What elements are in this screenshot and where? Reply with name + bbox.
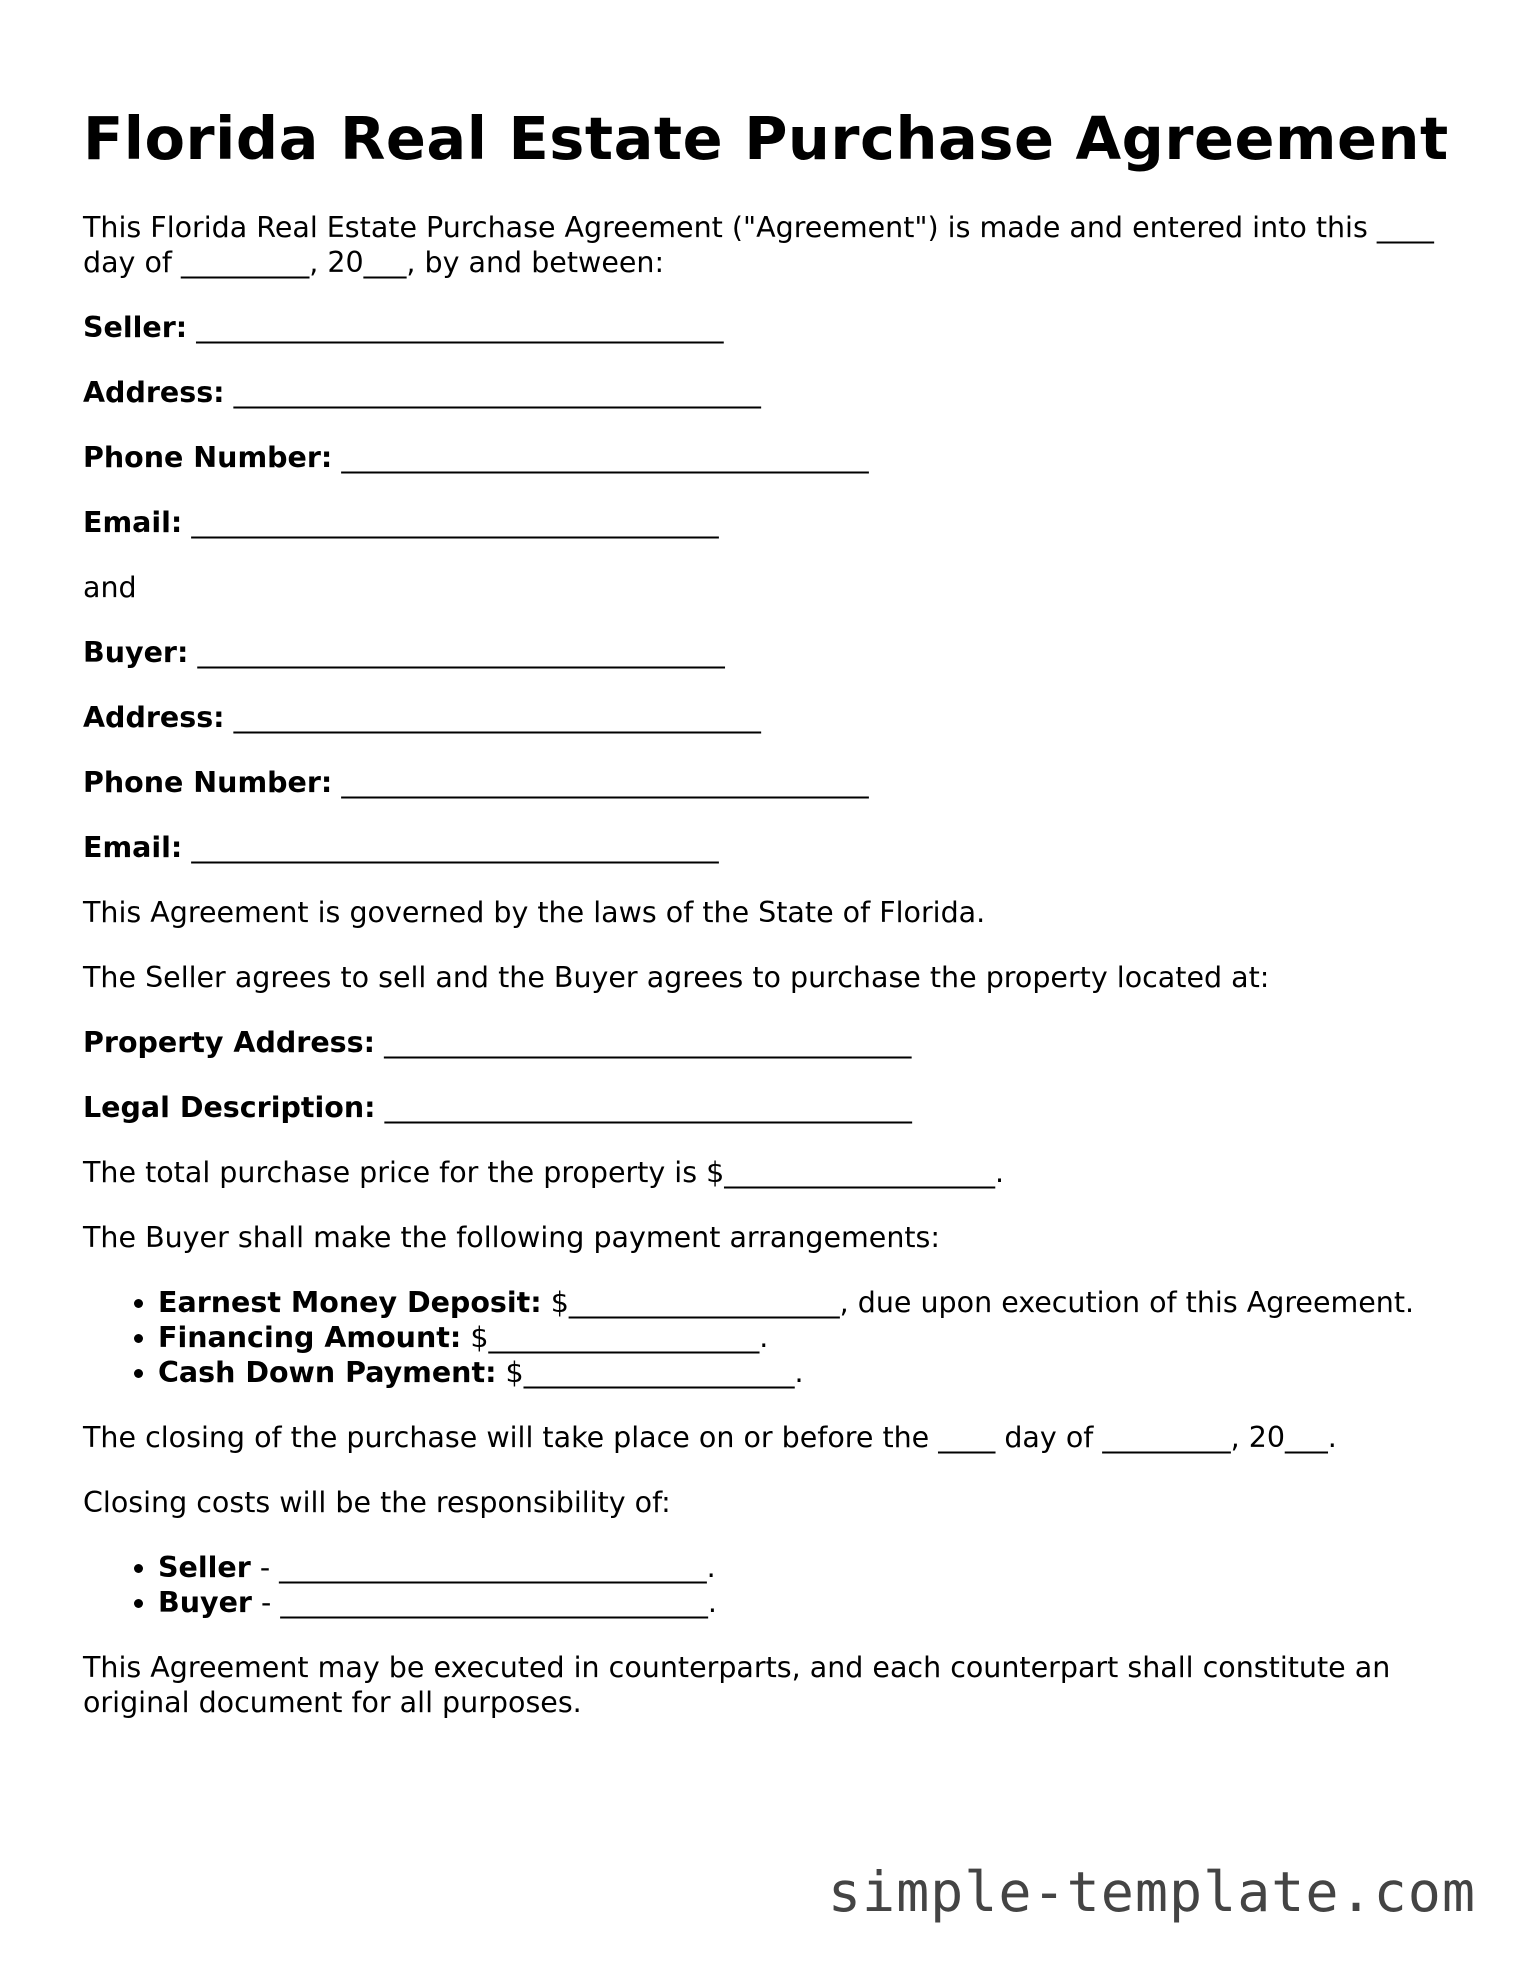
legal-description-blank: _____________________________________ [384, 1091, 912, 1124]
property-address-field: Property Address: _____________________________________ [83, 1026, 912, 1059]
seller-address-blank: _____________________________________ [233, 376, 761, 409]
buyer-email-field: Email: _____________________________________ [83, 831, 719, 864]
seller-phone-blank: _____________________________________ [341, 441, 869, 474]
legal-description-field: Legal Description: _____________________________________ [83, 1091, 912, 1124]
list-item: • Earnest Money Deposit: $___________________, due upon execution of this Agreement. [158, 1285, 1463, 1320]
and-text: and [83, 571, 137, 604]
seller-address-field: Address: _____________________________________ [83, 376, 761, 409]
closing-paragraph: The closing of the purchase will take place on or before the ____ day of _________, 20___. [83, 1421, 1337, 1454]
list-item: • Cash Down Payment: $___________________. [158, 1355, 1463, 1390]
agrees-paragraph: The Seller agrees to sell and the Buyer agrees to purchase the property located at: [83, 961, 1270, 994]
buyer-phone-field: Phone Number: _____________________________________ [83, 766, 869, 799]
seller-email-blank: _____________________________________ [191, 506, 719, 539]
seller-name-blank: _____________________________________ [196, 311, 724, 344]
buyer-phone-blank: _____________________________________ [341, 766, 869, 799]
seller-email-field: Email: _____________________________________ [83, 506, 719, 539]
buyer-address-blank: _____________________________________ [233, 701, 761, 734]
governed-paragraph: This Agreement is governed by the laws of the State of Florida. [83, 896, 986, 929]
seller-name-field: Seller: _____________________________________ [83, 311, 724, 344]
buyer-name-blank: _____________________________________ [197, 636, 725, 669]
payment-intro: The Buyer shall make the following payment arrangements: [83, 1221, 941, 1254]
list-item: • Financing Amount: $___________________. [158, 1320, 1463, 1355]
intro-paragraph: This Florida Real Estate Purchase Agreement ("Agreement") is made and entered into this ____ day of _________, 20___, by and between: [83, 211, 1434, 279]
seller-phone-field: Phone Number: _____________________________________ [83, 441, 869, 474]
buyer-email-blank: _____________________________________ [191, 831, 719, 864]
list-item: • Seller - ______________________________. [158, 1550, 1463, 1585]
counterparts-paragraph: This Agreement may be executed in counterparts, and each counterpart shall constitute an original document for all purposes. [83, 1651, 1391, 1719]
document-page [83, 104, 1463, 1720]
costs-list [83, 1550, 1463, 1620]
document-title: Florida Real Estate Purchase Agreement [83, 104, 1449, 173]
price-paragraph: The total purchase price for the property is $___________________. [83, 1156, 1005, 1189]
property-address-blank: _____________________________________ [384, 1026, 912, 1059]
list-item: • Buyer - ______________________________. [158, 1585, 1463, 1620]
buyer-name-field: Buyer: _____________________________________ [83, 636, 725, 669]
buyer-address-field: Address: _____________________________________ [83, 701, 761, 734]
footer-watermark: simple-template.com [827, 1860, 1476, 1924]
costs-intro: Closing costs will be the responsibility of: [83, 1486, 671, 1519]
payment-list [83, 1285, 1463, 1390]
